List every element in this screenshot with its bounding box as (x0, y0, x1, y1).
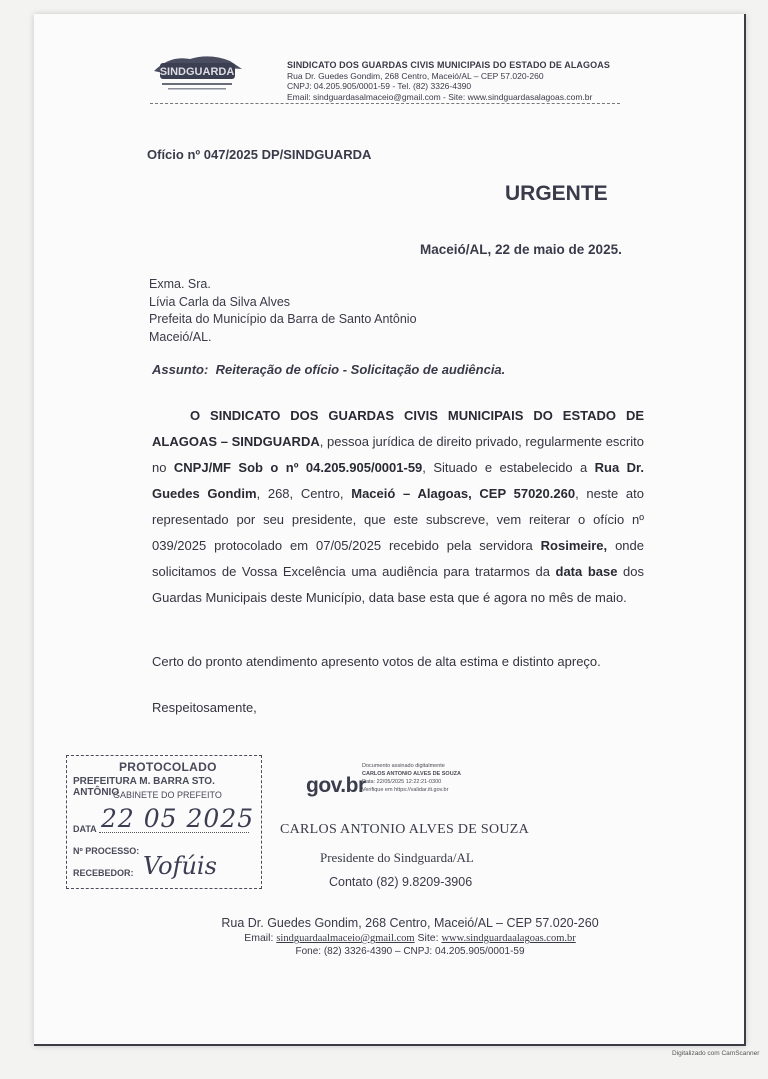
signer-role: Presidente do Sindguarda/AL (320, 850, 474, 865)
subject-label: Assunto: (152, 362, 209, 377)
letter-body (152, 403, 644, 611)
body-paragraph (152, 403, 644, 611)
org-bold: O SINDICATO DOS GUARDAS CIVIS MUNICIPAIS DO ESTADO DE ALAGOAS – SINDGUARDA (152, 408, 644, 449)
body-text-6: dos Guardas Municipais deste Município, data base esta que é agora no mês de maio. (152, 564, 644, 605)
stamp-receiver-label: RECEBEDOR: (73, 868, 134, 878)
recipient-name: Lívia Carla da Silva Alves (149, 294, 291, 309)
letterhead-email: Email: sindguardasalmaceio@gmail.com - Site: www.sindguardasalagoas.com.br (287, 91, 593, 102)
letterhead-text (287, 60, 610, 102)
protocol-stamp (66, 755, 262, 889)
logo-text: SINDGUARDA (159, 66, 235, 78)
body-text-4: , neste ato representado por seu presidente, que este subscreve, vem reiterar o ofício nº 039/2025 protocolado em 07/05/2025 recebido pela servidora (152, 486, 645, 553)
stamp-date-label: DATA (73, 824, 97, 834)
city-bold: Maceió – Alagoas, CEP 57020.260 (351, 486, 576, 501)
signer-name: CARLOS ANTONIO ALVES DE SOUZA (280, 822, 530, 837)
recipient-block (149, 276, 417, 346)
dsig-line3: Data: 22/05/2025 12:22:21-0300 (362, 779, 442, 785)
footer (200, 916, 620, 957)
servant-bold: Rosimeire, (540, 538, 608, 553)
scanner-watermark: Digitalizado com CamScanner (672, 1050, 760, 1057)
body-text-2: , Situado e estabelecido a (422, 460, 595, 475)
database-bold: data base (555, 564, 618, 579)
stamp-date-value: 22 05 2025 (101, 804, 255, 833)
header-divider (150, 103, 620, 105)
closing-line: Certo do pronto atendimento apresento votos de alta estima e distinto apreço. (152, 654, 601, 669)
urgency-label: URGENTE (505, 182, 608, 205)
cnpj-bold: CNPJ/MF Sob o nº 04.205.905/0001-59 (173, 460, 423, 475)
footer-site-label: Site: (417, 932, 439, 944)
body-text-1: , pessoa jurídica de direito privado, regularmente escrito no (152, 434, 644, 475)
stamp-dept: GABINETE DO PREFEITO (113, 790, 222, 800)
recipient-salutation: Exma. Sra. (149, 277, 211, 291)
digital-signature-info (362, 762, 461, 794)
letterhead-address: Rua Dr. Guedes Gondim, 268 Centro, Maceió/AL – CEP 57.020-260 (287, 70, 544, 81)
subject-text: Reiteração de ofício - Solicitação de audiência. (215, 362, 506, 377)
body-text-5: onde solicitamos de Vossa Excelência uma audiência para tratarmos da (152, 538, 644, 579)
stamp-date-line (99, 832, 249, 833)
stamp-office: PREFEITURA M. BARRA STO. ANTÔNIO (73, 776, 215, 798)
dsig-line4: Verifique em https://validar.iti.gov.br (362, 787, 449, 793)
org-name: SINDICATO DOS GUARDAS CIVIS MUNICIPAIS DO ESTADO DE ALAGOAS (287, 60, 610, 70)
letter-date: Maceió/AL, 22 de maio de 2025. (420, 242, 622, 257)
stamp-title: PROTOCOLADO (119, 760, 217, 774)
footer-email-link[interactable]: sindguardaalmaceio@gmail.com (276, 933, 415, 944)
sign-off: Respeitosamente, (152, 700, 257, 715)
recipient-title: Prefeita do Município da Barra de Santo Antônio (149, 312, 417, 326)
dsig-line2: CARLOS ANTONIO ALVES DE SOUZA (362, 771, 462, 777)
govbr-logo: gov.br (306, 774, 366, 797)
footer-email-label: Email: (244, 932, 274, 944)
footer-contacts (200, 932, 620, 944)
letterhead-cnpj: CNPJ: 04.205.905/0001-59 - Tel. (82) 3326-4390 (287, 81, 472, 91)
subject-line (152, 362, 505, 377)
signer-contact: Contato (82) 9.8209-3906 (329, 875, 473, 889)
footer-phone-cnpj: Fone: (82) 3326-4390 – CNPJ: 04.205.905/0001-59 (295, 946, 525, 957)
dsig-line1: Documento assinado digitalmente (362, 763, 445, 769)
recipient-city: Maceió/AL. (149, 329, 212, 344)
receiver-signature: Vofúis (143, 852, 217, 880)
sindguarda-logo (150, 45, 245, 95)
footer-site-link[interactable]: www.sindguardaalagoas.com.br (441, 933, 576, 944)
stamp-process-label: Nº PROCESSO: (73, 846, 140, 856)
street-bold: Rua Dr. Guedes Gondim (152, 460, 644, 501)
oficio-number: Ofício nº 047/2025 DP/SINDGUARDA (147, 147, 372, 162)
body-text-3: , 268, Centro, (256, 486, 352, 501)
footer-address: Rua Dr. Guedes Gondim, 268 Centro, Maceió/AL – CEP 57.020-260 (221, 916, 599, 930)
